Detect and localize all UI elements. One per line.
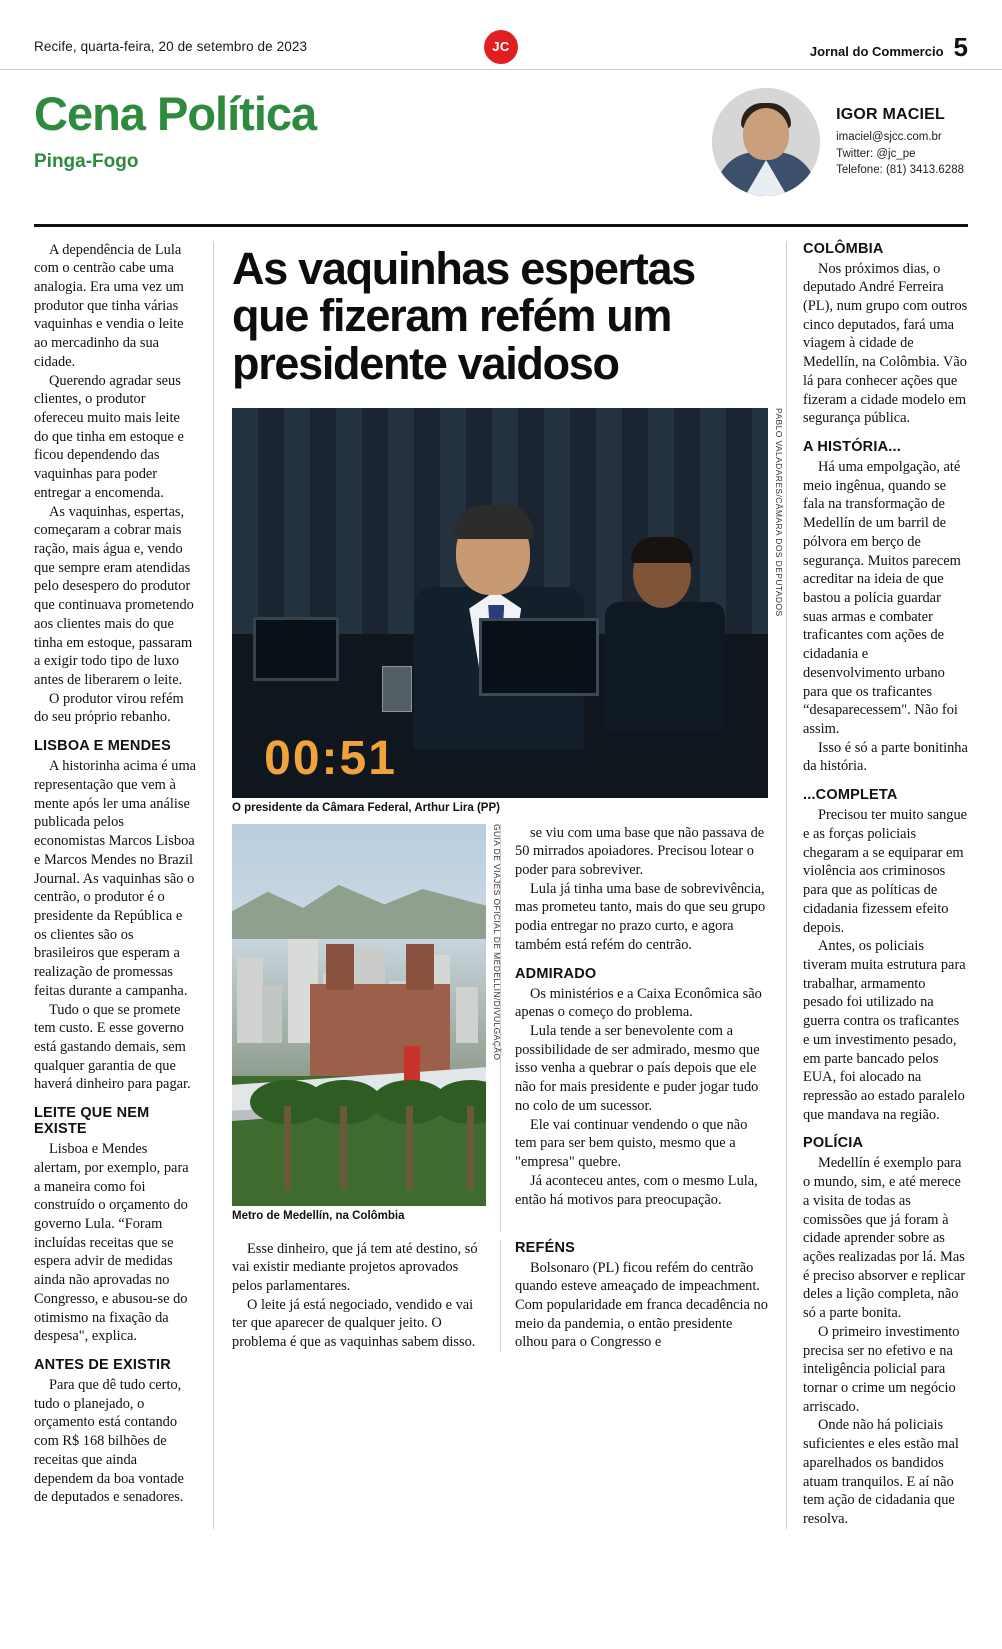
- subhead-refens: REFÉNS: [515, 1239, 576, 1256]
- paragraph: Lisboa e Mendes alertam, por exemplo, para a maneira como foi construído o orçamento do governo Lula. “Foram incluídas receitas que se espera advir de medidas ainda não aprovadas no Congresso, e abusou-se do otimismo na fixação da despesa", explica.: [34, 1141, 189, 1345]
- subhead-a-historia: A HISTÓRIA...: [803, 438, 901, 455]
- paragraph: Os ministérios e a Caixa Econômica são apenas o começo do problema.: [515, 985, 762, 1021]
- photo-medellin: [232, 824, 486, 1206]
- middle-bottom-grid: [232, 1240, 768, 1353]
- paragraph: Lula já tinha uma base de sobrevivência, mas prometeu tanto, mais do que seu grupo podia entregar no prazo curto, e agora também está refém do centrão.: [515, 880, 766, 953]
- paragraph: Lula tende a ser benevolente com a possibilidade de ser admirado, mesmo que isso venha a quebrar o país depois que ele não for mais presidente e puder jogar tudo no colo de um sucessor.: [515, 1023, 760, 1114]
- jc-logo-icon: JC: [484, 30, 518, 64]
- paragraph: Medellín é exemplo para o mundo, sim, e até merece a visita de todas as comissões que já foram à cidade aprender sobre as ações realizadas por lá. Mas é preciso absorver e replicar deles a lição completa, não só a parte bonita.: [803, 1155, 966, 1322]
- photo-caption: Metro de Medellín, na Colômbia: [232, 1209, 405, 1222]
- middle-split: [232, 824, 768, 1232]
- article-grid: [0, 227, 1002, 1529]
- subhead-admirado: ADMIRADO: [515, 965, 597, 982]
- photo-plenary-wrap: [232, 407, 784, 798]
- subhead-antes-de-existir: ANTES DE EXISTIR: [34, 1357, 171, 1374]
- photo-plenary: [232, 408, 768, 798]
- paragraph: As vaquinhas, espertas, começaram a cobrar mais ração, mais água e, vendo que sempre eram atendidas pelo desespero do produtor que continuava prometendo aos clientes mais do que tinha em estoque, passaram a exigir todo tipo de luxo antes de liberarem o leite.: [34, 503, 194, 689]
- paragraph: Isso é só a parte bonitinha da história.: [803, 739, 968, 775]
- columnist-twitter: Twitter: @jc_pe: [836, 147, 916, 160]
- paragraph: O produtor virou refém do seu próprio rebanho.: [34, 690, 184, 726]
- columnist-name: IGOR MACIEL: [836, 106, 945, 123]
- paragraph: Há uma empolgação, até meio ingênua, quando se fala na transformação de Medellín de um barril de pólvora em berço de segurança. Muitos parecem acreditar na ideia de que bastou a polícia guardar suas armas e combater traficantes com ações de cidadania e desenvolvimento urbano para que os traficantes “desaparecessem". Não foi assim.: [803, 458, 961, 738]
- paragraph: Bolsonaro (PL) ficou refém do centrão quando esteve ameaçado de impeachment. Com popularidade em franca decadência no meio da pandemia, o então presidente olhou para o Congresso e: [515, 1259, 768, 1351]
- paragraph: Para que dê tudo certo, tudo o planejado, o orçamento está contando com R$ 168 bilhões de receitas que ainda dependem da boa vontade de deputados e senadores.: [34, 1377, 184, 1506]
- columnist-info: [836, 88, 964, 179]
- paragraph: Já aconteceu antes, com o mesmo Lula, então há motivos para preocupação.: [515, 1172, 758, 1208]
- paragraph: Antes, os policiais tiveram muita estrutura para trabalhar, armamento pesado foi utilizado na guerra contra os traficantes e um investimento pesado, em parte bancado pelos EUA, foi alocado na repressão ao estado paralelo que mandava na região.: [803, 938, 966, 1123]
- columnist-email: imaciel@sjcc.com.br: [836, 131, 942, 143]
- headline: As vaquinhas espertas que fizeram refém um presidente vaidoso: [232, 242, 695, 389]
- paragraph: O primeiro investimento precisa ser no efetivo e na inteligência policial para tornar o crime um negócio arriscado.: [803, 1323, 960, 1415]
- subhead-policia: POLÍCIA: [803, 1135, 864, 1152]
- column-middle: [214, 241, 786, 1529]
- paragraph: Onde não há policiais suficientes e eles estão mal aparelhados os bandidos atuam tranquilos. E aí não tem ação de cidadania que resolva.: [803, 1417, 959, 1528]
- page-number: 5: [953, 31, 968, 62]
- column-right: [786, 241, 968, 1529]
- columnist-block: [712, 84, 968, 196]
- page-title: Cena Política: [34, 87, 317, 140]
- columnist-phone: Telefone: (81) 3413.6288: [836, 164, 964, 177]
- paragraph: Esse dinheiro, que já tem até destino, só vai existir mediante projetos aprovados pelos parlamentares.: [232, 1240, 478, 1294]
- photo-medellin-wrap: [232, 823, 502, 1206]
- section-subtitle: Pinga-Fogo: [34, 151, 139, 172]
- photo-caption: O presidente da Câmara Federal, Arthur Lira (PP): [232, 801, 500, 814]
- paragraph: se viu com uma base que não passava de 50 mirrados apoiadores. Precisou lotear o poder para sobreviver.: [515, 824, 765, 878]
- bottom-left-text: [232, 1240, 500, 1353]
- column-left: [34, 241, 214, 1529]
- avatar: [712, 88, 820, 196]
- paragraph: Precisou ter muito sangue e as forças policiais chegaram a se equiparar em violência aos criminosos para que as políticas de cidadania fizessem efeito depois.: [803, 807, 968, 936]
- section-titles: [34, 84, 316, 173]
- subhead-lisboa-e-mendes: LISBOA E MENDES: [34, 738, 172, 755]
- middle-photo-column: [232, 824, 500, 1232]
- paragraph: Nos próximos dias, o deputado André Ferreira (PL), num grupo com outros cinco deputados, fará uma viagem à cidade de Medellín, na Colômbia. Vão lá para conhecer ações que fizeram a cidade modelo em segurança pública.: [803, 260, 968, 427]
- paragraph: Ele vai continuar vendendo o que não tem para ser bem quisto, mesmo que a "empresa" quebre.: [515, 1116, 748, 1171]
- subhead-colombia: COLÔMBIA: [803, 240, 884, 257]
- subhead-completa: ...COMPLETA: [803, 787, 898, 804]
- section-header: [0, 70, 1002, 220]
- photo-credit: GUIA DE VIAJES OFICIAL DE MEDELLIN/DIVULGAÇÃO: [492, 823, 502, 1060]
- paragraph: Querendo agradar seus clientes, o produtor ofereceu muito mais leite do que tinha em estoque e ficou dependendo das vaquinhas para poder entregar a encomenda.: [34, 372, 184, 501]
- masthead: [0, 24, 1002, 70]
- bottom-right-text: [500, 1240, 768, 1353]
- plenary-clock: 00:51: [264, 731, 397, 785]
- middle-text-column: [500, 824, 768, 1232]
- paragraph: Tudo o que se promete tem custo. E esse governo está gastando demais, sem qualquer garantia de que haverá dinheiro para pagar.: [34, 1001, 191, 1093]
- paragraph: O leite já está negociado, vendido e vai ter que aparecer de qualquer jeito. O problema é que as vaquinhas sabem disso.: [232, 1296, 476, 1351]
- paragraph: A historinha acima é uma representação que vem à mente após ler uma análise publicada pelos economistas Marcos Lisboa e Marcos Mendes no Brazil Journal. As vaquinhas são o centrão, o produtor é o presidente da República e os clientes são os brasileiros que esperam a realização de promessas feitas durante a campanha.: [34, 758, 197, 999]
- photo-credit: PABLO VALADARES/CÂMARA DOS DEPUTADOS: [774, 407, 784, 617]
- paper-name: Jornal do Commercio: [809, 43, 944, 59]
- paragraph: A dependência de Lula com o centrão cabe uma analogia. Era uma vez um produtor que tinha várias vaquinhas e vendia o leite ao mercadinho da sua cidade.: [34, 241, 184, 370]
- masthead-date: Recife, quarta-feira, 20 de setembro de 2023: [34, 39, 308, 54]
- subhead-leite-que-nem-existe: LEITE QUE NEM EXISTE: [34, 1105, 150, 1138]
- masthead-right: [809, 31, 968, 62]
